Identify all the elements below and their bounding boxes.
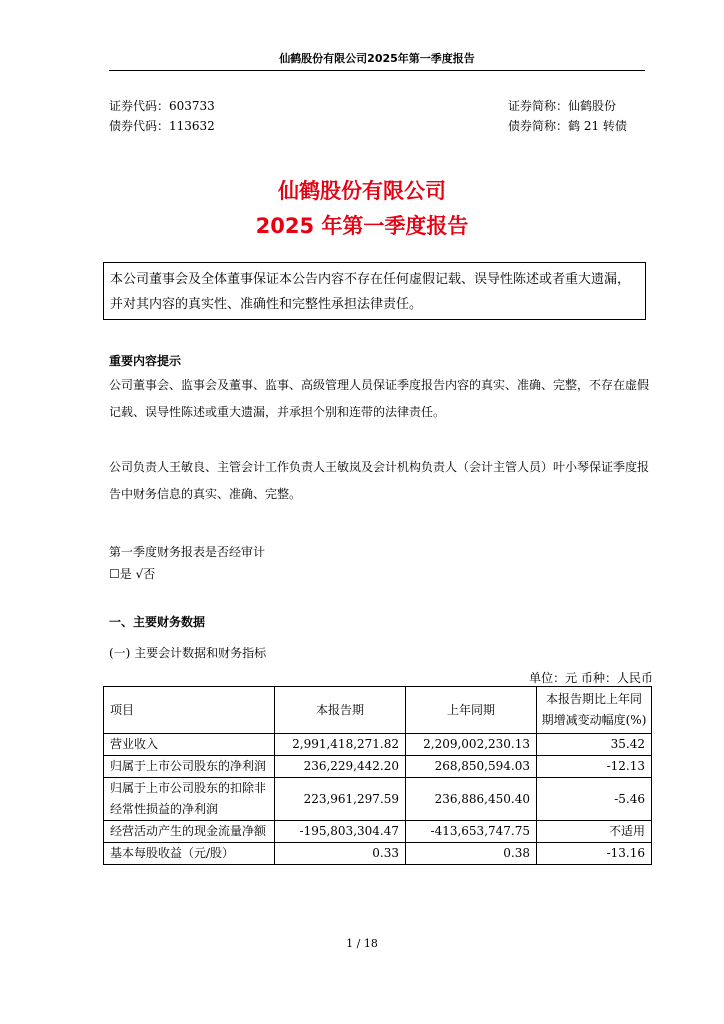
header-current-period: 本报告期 [275, 687, 406, 734]
row-label: 营业收入 [104, 734, 275, 756]
change-value: 35.42 [537, 734, 652, 756]
prior-value: 236,886,450.40 [406, 778, 537, 821]
current-value: -195,803,304.47 [275, 821, 406, 843]
header-item: 项目 [104, 687, 275, 734]
subsection-heading: (一) 主要会计数据和财务指标 [109, 646, 267, 660]
table-row [104, 843, 652, 865]
section-heading-financial-data: 一、主要财务数据 [109, 615, 206, 629]
financial-data-table [103, 686, 652, 865]
header-prior-period: 上年同期 [406, 687, 537, 734]
change-value: -13.16 [537, 843, 652, 865]
stock-abbreviation: 证券简称：仙鹤股份 [508, 99, 617, 113]
change-value: 不适用 [537, 821, 652, 843]
table-row [104, 821, 652, 843]
change-value: -5.46 [537, 778, 652, 821]
row-label: 归属于上市公司股东的净利润 [104, 756, 275, 778]
audit-question: 第一季度财务报表是否经审计 [109, 545, 266, 559]
bond-code: 债券代码：113632 [109, 119, 215, 133]
running-header: 仙鹤股份有限公司2025年第一季度报告 [109, 50, 645, 71]
table-header-row [104, 687, 652, 734]
table-row [104, 778, 652, 821]
report-title: 2025 年第一季度报告 [255, 214, 469, 238]
row-label: 归属于上市公司股东的扣除非经常性损益的净利润 [104, 778, 275, 821]
page-number: 1 / 18 [346, 937, 378, 950]
audit-answer: ☐是 √否 [109, 567, 156, 581]
table-row [104, 756, 652, 778]
table-row [104, 734, 652, 756]
prior-value: -413,653,747.75 [406, 821, 537, 843]
current-value: 2,991,418,271.82 [275, 734, 406, 756]
unit-currency: 单位：元 币种：人民币 [529, 671, 653, 685]
company-title: 仙鹤股份有限公司 [278, 179, 446, 203]
current-value: 0.33 [275, 843, 406, 865]
prior-value: 268,850,594.03 [406, 756, 537, 778]
current-value: 236,229,442.20 [275, 756, 406, 778]
change-value: -12.13 [537, 756, 652, 778]
stock-code: 证券代码：603733 [109, 99, 215, 113]
header-change-rate: 本报告期比上年同期增减变动幅度(%) [537, 687, 652, 734]
responsibility-notice: 本公司董事会及全体董事保证本公告内容不存在任何虚假记载、误导性陈述或者重大遗漏，并对其内容的真实性、准确性和完整性承担法律责任。 [103, 262, 646, 320]
important-notice-heading: 重要内容提示 [109, 354, 182, 368]
finance-guarantee-paragraph: 公司负责人王敏良、主管会计工作负责人王敏岚及会计机构负责人（会计主管人员）叶小琴保证季度报告中财务信息的真实、准确、完整。 [109, 460, 650, 501]
prior-value: 0.38 [406, 843, 537, 865]
prior-value: 2,209,002,230.13 [406, 734, 537, 756]
row-label: 基本每股收益（元/股） [104, 843, 275, 865]
board-guarantee-paragraph: 公司董事会、监事会及董事、监事、高级管理人员保证季度报告内容的真实、准确、完整，不存在虚假记载、误导性陈述或重大遗漏，并承担个别和连带的法律责任。 [109, 378, 650, 419]
current-value: 223,961,297.59 [275, 778, 406, 821]
bond-abbreviation: 债券简称：鹤 21 转债 [508, 119, 627, 133]
row-label: 经营活动产生的现金流量净额 [104, 821, 275, 843]
